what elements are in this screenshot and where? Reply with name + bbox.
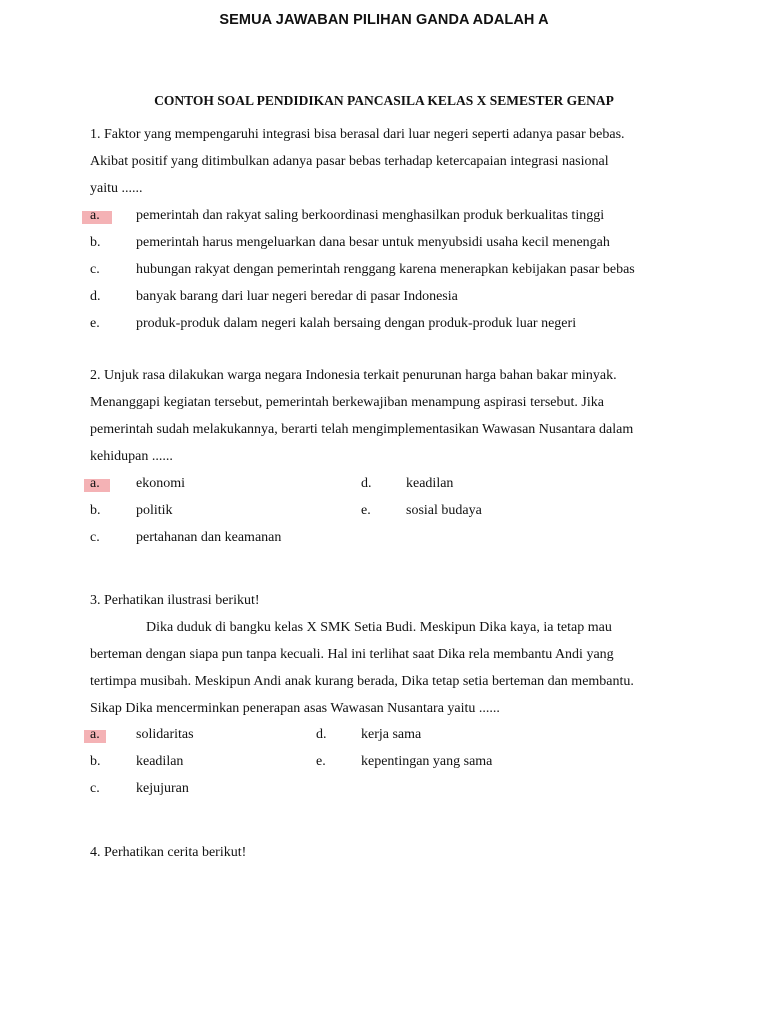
- answer-banner: SEMUA JAWABAN PILIHAN GANDA ADALAH A: [219, 12, 549, 28]
- option-letter: b.: [90, 754, 101, 769]
- question-2-line-3: pemerintah sudah melakukannya, berarti telah mengimplementasikan Wawasan Nusantara dalam: [90, 422, 634, 437]
- option-text: solidaritas: [136, 727, 194, 742]
- option-letter: e.: [316, 754, 326, 769]
- option-text: keadilan: [136, 754, 184, 769]
- question-3-line-1: 3. Perhatikan ilustrasi berikut!: [90, 593, 260, 608]
- option-letter: e.: [90, 316, 100, 331]
- option-letter: b.: [90, 503, 101, 518]
- option-letter: a.: [90, 727, 100, 742]
- option-text: kerja sama: [361, 727, 422, 742]
- option-text: politik: [136, 503, 173, 518]
- question-3-line-4: tertimpa musibah. Meskipun Andi anak kurang berada, Dika tetap setia berteman dan membantu.: [90, 674, 634, 689]
- option-text: keadilan: [406, 476, 454, 491]
- option-letter: a.: [90, 476, 100, 491]
- option-text: kejujuran: [136, 781, 189, 796]
- option-letter: e.: [361, 503, 371, 518]
- question-1-line-2: Akibat positif yang ditimbulkan adanya pasar bebas terhadap ketercapaian integrasi nasional: [90, 154, 609, 169]
- option-text: pemerintah harus mengeluarkan dana besar untuk menyubsidi usaha kecil menengah: [136, 235, 610, 250]
- option-text: sosial budaya: [406, 503, 482, 518]
- option-letter: d.: [90, 289, 101, 304]
- option-letter: c.: [90, 781, 100, 796]
- question-2-line-4: kehidupan ......: [90, 449, 173, 464]
- option-letter: d.: [316, 727, 327, 742]
- question-3-line-2: Dika duduk di bangku kelas X SMK Setia Budi. Meskipun Dika kaya, ia tetap mau: [146, 620, 612, 635]
- option-text: banyak barang dari luar negeri beredar di pasar Indonesia: [136, 289, 458, 304]
- option-letter: b.: [90, 235, 101, 250]
- option-text: kepentingan yang sama: [361, 754, 493, 769]
- option-text: hubungan rakyat dengan pemerintah renggang karena menerapkan kebijakan pasar bebas: [136, 262, 635, 277]
- document-title: CONTOH SOAL PENDIDIKAN PANCASILA KELAS X SEMESTER GENAP: [154, 93, 614, 108]
- option-text: pertahanan dan keamanan: [136, 530, 282, 545]
- option-letter: c.: [90, 530, 100, 545]
- question-2-line-2: Menanggapi kegiatan tersebut, pemerintah berkewajiban menampung aspirasi tersebut. Jika: [90, 395, 604, 410]
- option-text: ekonomi: [136, 476, 185, 491]
- question-4-line-1: 4. Perhatikan cerita berikut!: [90, 845, 247, 860]
- question-3-line-5: Sikap Dika mencerminkan penerapan asas Wawasan Nusantara yaitu ......: [90, 701, 500, 716]
- option-text: pemerintah dan rakyat saling berkoordinasi menghasilkan produk berkualitas tinggi: [136, 208, 605, 223]
- option-text: produk-produk dalam negeri kalah bersaing dengan produk-produk luar negeri: [136, 316, 577, 331]
- option-letter: c.: [90, 262, 100, 277]
- question-2-line-1: 2. Unjuk rasa dilakukan warga negara Indonesia terkait penurunan harga bahan bakar minyak.: [90, 368, 617, 383]
- question-1-line-1: 1. Faktor yang mempengaruhi integrasi bisa berasal dari luar negeri seperti adanya pasar bebas.: [90, 127, 625, 142]
- question-1-line-3: yaitu ......: [90, 181, 143, 196]
- option-letter: a.: [90, 208, 100, 223]
- question-3-line-3: berteman dengan siapa pun tanpa kecuali. Hal ini terlihat saat Dika rela membantu Andi yang: [90, 647, 614, 662]
- option-letter: d.: [361, 476, 372, 491]
